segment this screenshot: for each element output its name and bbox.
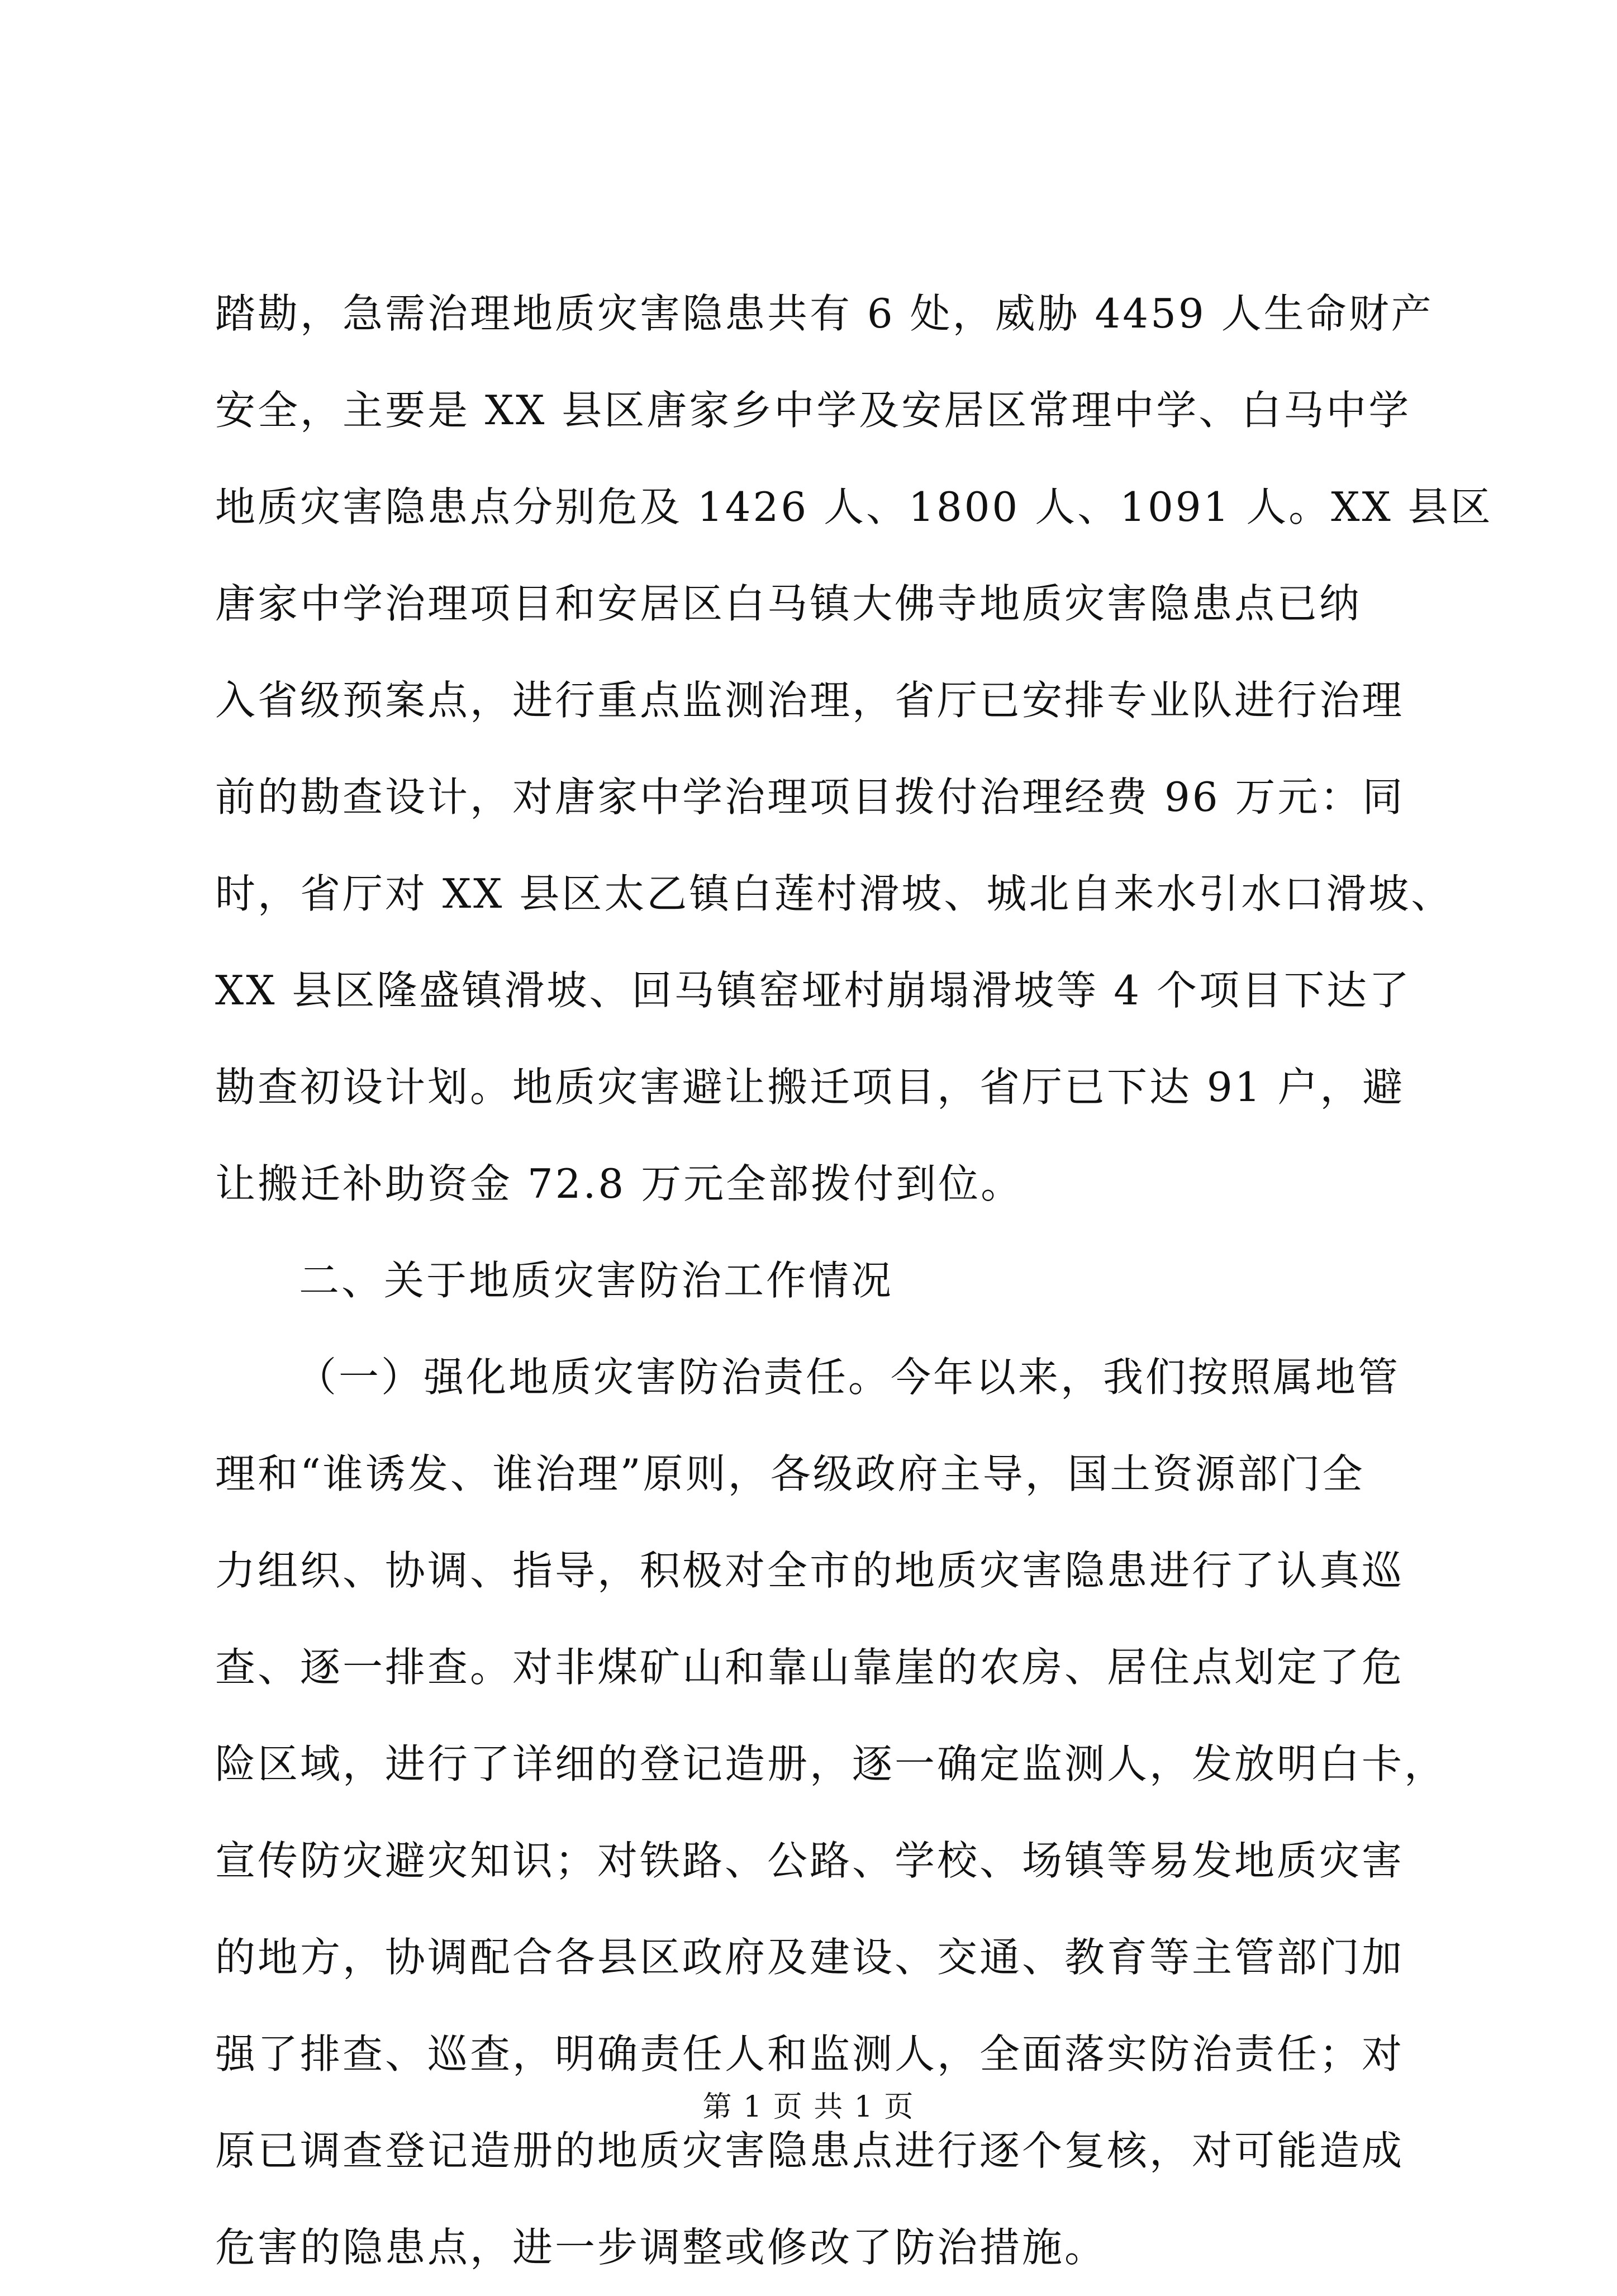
text-line: 前的勘查设计，对唐家中学治理项目拨付治理经费 96 万元：同 bbox=[215, 774, 1405, 820]
text-line: 安全，主要是 XX 县区唐家乡中学及安居区常理中学、白马中学 bbox=[215, 387, 1411, 434]
text-line: 危害的隐患点，进一步调整或修改了防治措施。 bbox=[215, 2224, 1107, 2271]
body-text bbox=[215, 265, 1493, 2296]
text-line: 原已调查登记造册的地质灾害隐患点进行逐个复核，对可能造成 bbox=[215, 2127, 1405, 2174]
text-line: 强了排查、巡查，明确责任人和监测人，全面落实防治责任；对 bbox=[215, 2031, 1405, 2077]
section-heading: 二、关于地质灾害防治工作情况 bbox=[299, 1257, 894, 1304]
page-number-label: 第 1 页 共 1 页 bbox=[702, 2090, 915, 2124]
text-line: 让搬迁补助资金 72.8 万元全部拨付到位。 bbox=[215, 1160, 1024, 1207]
page-footer bbox=[0, 2085, 1617, 2129]
text-line: 时，省厅对 XX 县区太乙镇白莲村滑坡、城北自来水引水口滑坡、 bbox=[215, 870, 1454, 917]
text-line: 地质灾害隐患点分别危及 1426 人、1800 人、1091 人。XX 县区 bbox=[215, 483, 1493, 530]
text-line: 宣传防灾避灾知识；对铁路、公路、学校、场镇等易发地质灾害 bbox=[215, 1837, 1405, 1884]
text-line: 险区域，进行了详细的登记造册，逐一确定监测人，发放明白卡， bbox=[215, 1740, 1447, 1787]
text-line: 勘查初设计划。地质灾害避让搬迁项目，省厅已下达 91 户，避 bbox=[215, 1064, 1405, 1111]
text-line: 查、逐一排查。对非煤矿山和靠山靠崖的农房、居住点划定了危 bbox=[215, 1644, 1405, 1691]
text-line: 踏勘，急需治理地质灾害隐患共有 6 处，威胁 4459 人生命财产 bbox=[215, 290, 1434, 337]
text-line: 的地方，协调配合各县区政府及建设、交通、教育等主管部门加 bbox=[215, 1934, 1405, 1981]
text-line: 理和“谁诱发、谁治理”原则，各级政府主导，国土资源部门全 bbox=[215, 1450, 1365, 1497]
text-line: 力组织、协调、指导，积极对全市的地质灾害隐患进行了认真巡 bbox=[215, 1547, 1405, 1594]
subsection-heading-line: （一）强化地质灾害防治责任。今年以来，我们按照属地管 bbox=[296, 1354, 1401, 1401]
text-line: XX 县区隆盛镇滑坡、回马镇窑垭村崩塌滑坡等 4 个项目下达了 bbox=[215, 967, 1411, 1014]
text-line: 唐家中学治理项目和安居区白马镇大佛寺地质灾害隐患点已纳 bbox=[215, 580, 1362, 627]
text-line: 入省级预案点，进行重点监测治理，省厅已安排专业队进行治理 bbox=[215, 677, 1405, 724]
